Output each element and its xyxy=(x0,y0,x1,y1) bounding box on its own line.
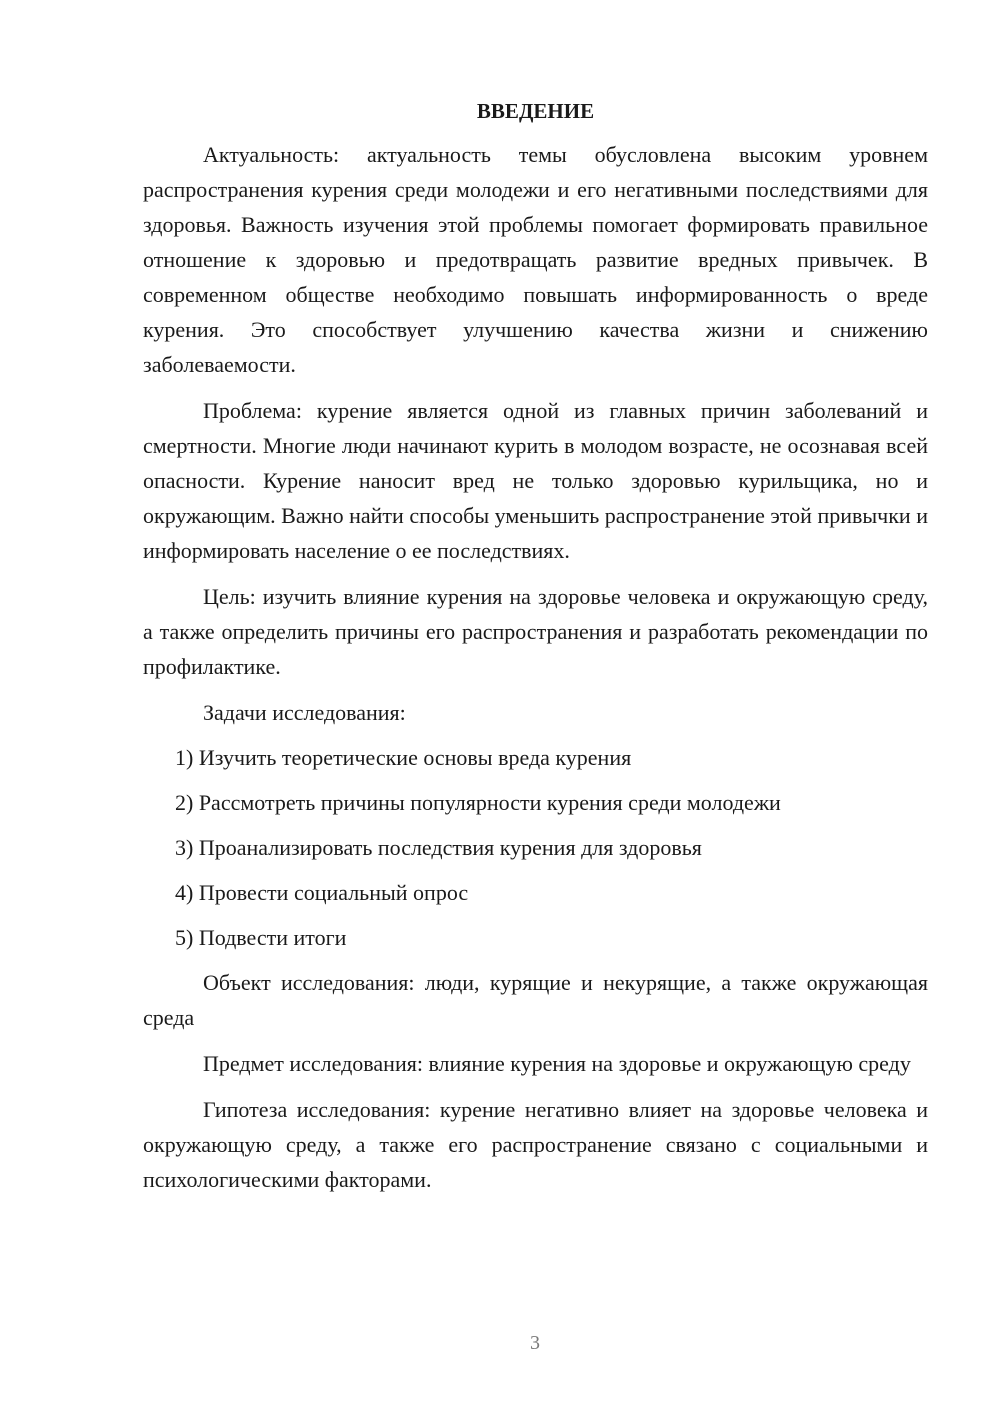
paragraph-goal: Цель: изучить влияние курения на здоровье человека и окружающую среду, а также определить причины его распространения и разработать рекомендации по профилактике. xyxy=(143,584,928,679)
task-list xyxy=(143,740,928,955)
page-number: 3 xyxy=(530,1332,540,1354)
page-title: ВВЕДЕНИЕ xyxy=(476,99,595,123)
page-content xyxy=(143,94,928,1208)
tasks-heading: Задачи исследования: xyxy=(203,700,406,725)
paragraph-object: Объект исследования: люди, курящие и некурящие, а также окружающая среда xyxy=(143,970,928,1030)
task-item: 3) Проанализировать последствия курения для здоровья xyxy=(175,835,702,860)
task-item: 2) Рассмотреть причины популярности курения среди молодежи xyxy=(175,790,781,815)
paragraph-relevance: Актуальность: актуальность темы обусловлена высоким уровнем распространения курения среди молодежи и его негативными последствиями для здоровья. Важность изучения этой проблемы помогает формировать правильное отношение к здоровью и предотвращать развитие вредных привычек. В современном обществе необходимо повышать информированность о вреде курения. Это способствует улучшению качества жизни и снижению заболеваемости. xyxy=(143,142,928,377)
paragraph-subject: Предмет исследования: влияние курения на здоровье и окружающую среду xyxy=(203,1051,911,1076)
task-item: 1) Изучить теоретические основы вреда курения xyxy=(175,745,632,770)
paragraph-hypothesis: Гипотеза исследования: курение негативно влияет на здоровье человека и окружающую среду, а также его распространение связано с социальными и психологическими факторами. xyxy=(143,1097,928,1192)
task-item: 4) Провести социальный опрос xyxy=(175,880,469,905)
paragraph-problem: Проблема: курение является одной из главных причин заболеваний и смертности. Многие люди начинают курить в молодом возрасте, не осознавая всей опасности. Курение наносит вред не только здоровью курильщика, но и окружающим. Важно найти способы уменьшить распространение этой привычки и информировать население о ее последствиях. xyxy=(143,398,928,563)
task-item: 5) Подвести итоги xyxy=(175,925,347,950)
